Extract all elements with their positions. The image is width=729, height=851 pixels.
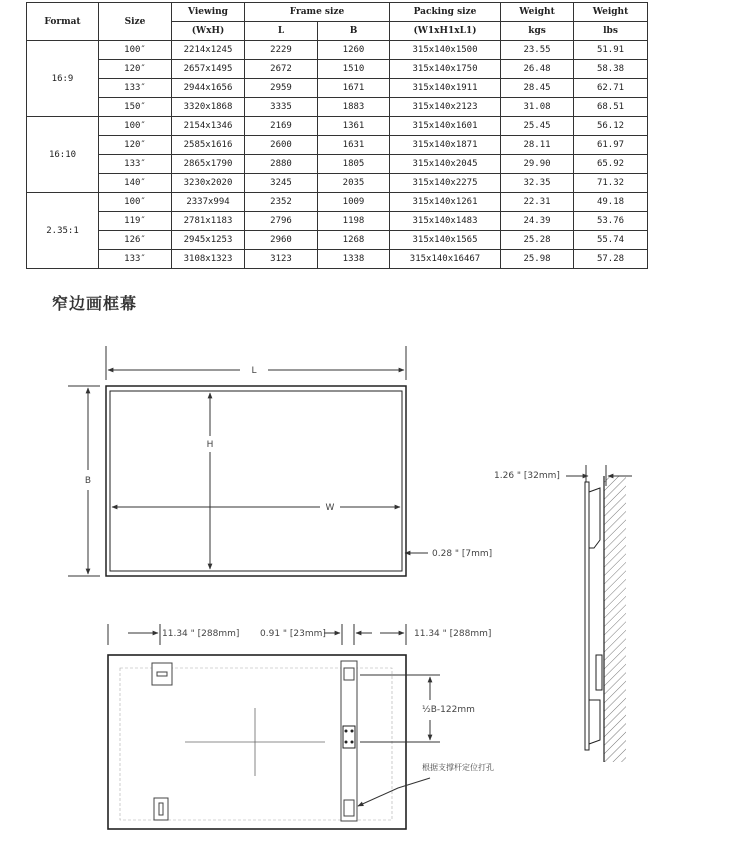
label-w: W — [325, 503, 335, 513]
cell-packing: 315x140x16467 — [390, 250, 501, 269]
side-view — [494, 465, 632, 762]
cell-viewing: 3108x1323 — [172, 250, 245, 269]
cell-l: 3335 — [245, 98, 318, 117]
label-b: B — [84, 476, 92, 486]
bottom-left-bracket — [154, 798, 168, 820]
cell-lbs: 61.97 — [574, 136, 648, 155]
cell-lbs: 56.12 — [574, 117, 648, 136]
cell-packing: 315x140x1911 — [390, 79, 501, 98]
cell-viewing: 2154x1346 — [172, 117, 245, 136]
cell-kgs: 28.45 — [501, 79, 574, 98]
cell-b: 1338 — [318, 250, 390, 269]
cell-lbs: 71.32 — [574, 174, 648, 193]
cell-l: 2352 — [245, 193, 318, 212]
cell-lbs: 49.18 — [574, 193, 648, 212]
cell-packing: 315x140x1483 — [390, 212, 501, 231]
cell-b: 1268 — [318, 231, 390, 250]
cell-kgs: 25.98 — [501, 250, 574, 269]
cell-viewing: 2585x1616 — [172, 136, 245, 155]
header-weight-lb-sub: lbs — [574, 22, 648, 41]
cell-size: 133″ — [99, 155, 172, 174]
cell-packing: 315x140x1750 — [390, 60, 501, 79]
label-half-b: ½B-122mm — [422, 705, 475, 715]
header-viewing: Viewing — [172, 3, 245, 22]
label-note: 根据支撑杆定位打孔 — [422, 763, 494, 772]
cell-b: 2035 — [318, 174, 390, 193]
cell-l: 2672 — [245, 60, 318, 79]
cell-lbs: 57.28 — [574, 250, 648, 269]
cell-viewing: 2214x1245 — [172, 41, 245, 60]
cell-kgs: 22.31 — [501, 193, 574, 212]
cell-b: 1009 — [318, 193, 390, 212]
cell-viewing: 2657x1495 — [172, 60, 245, 79]
cell-lbs: 58.38 — [574, 60, 648, 79]
cell-l: 2796 — [245, 212, 318, 231]
cell-viewing: 2945x1253 — [172, 231, 245, 250]
cell-packing: 315x140x1261 — [390, 193, 501, 212]
wall — [604, 476, 626, 762]
cell-size: 120″ — [99, 60, 172, 79]
cell-b: 1883 — [318, 98, 390, 117]
rod-joint — [343, 726, 355, 748]
cell-l: 3123 — [245, 250, 318, 269]
top-left-bracket — [152, 663, 172, 685]
cell-kgs: 32.35 — [501, 174, 574, 193]
format-cell: 16:9 — [27, 41, 99, 117]
cell-viewing: 3230x2020 — [172, 174, 245, 193]
cell-size: 126″ — [99, 231, 172, 250]
format-cell: 2.35:1 — [27, 193, 99, 269]
cell-viewing: 2944x1656 — [172, 79, 245, 98]
cell-viewing: 2781x1183 — [172, 212, 245, 231]
cell-lbs: 65.92 — [574, 155, 648, 174]
cell-lbs: 68.51 — [574, 98, 648, 117]
label-l: L — [251, 366, 257, 376]
label-h: H — [206, 440, 214, 450]
cell-packing: 315x140x1601 — [390, 117, 501, 136]
label-left-offset: 11.34 " [288mm] — [162, 629, 240, 639]
cell-packing: 315x140x2045 — [390, 155, 501, 174]
header-frame-b: B — [318, 22, 390, 41]
cell-size: 100″ — [99, 41, 172, 60]
label-gap: 0.91 " [23mm] — [260, 629, 326, 639]
cell-l: 2600 — [245, 136, 318, 155]
note-leader — [358, 778, 430, 806]
cell-kgs: 25.28 — [501, 231, 574, 250]
cell-kgs: 31.08 — [501, 98, 574, 117]
cell-kgs: 26.48 — [501, 60, 574, 79]
cell-packing: 315x140x2123 — [390, 98, 501, 117]
cell-l: 2880 — [245, 155, 318, 174]
label-depth: 1.26 " [32mm] — [494, 471, 560, 481]
front-frame-inner — [110, 391, 402, 571]
cell-kgs: 25.45 — [501, 117, 574, 136]
cell-size: 119″ — [99, 212, 172, 231]
header-weight-kg-sub: kgs — [501, 22, 574, 41]
header-packing: Packing size — [390, 3, 501, 22]
label-right-offset: 11.34 " [288mm] — [414, 629, 492, 639]
cell-viewing: 2337x994 — [172, 193, 245, 212]
cell-kgs: 24.39 — [501, 212, 574, 231]
header-packing-sub: (W1xH1xL1) — [390, 22, 501, 41]
cell-kgs: 28.11 — [501, 136, 574, 155]
section-heading: 窄边画框幕 — [52, 294, 138, 313]
upper-bracket — [589, 488, 600, 548]
cell-kgs: 29.90 — [501, 155, 574, 174]
front-frame-outer — [106, 386, 406, 576]
cell-lbs: 53.76 — [574, 212, 648, 231]
lower-bracket — [589, 700, 600, 744]
cell-size: 120″ — [99, 136, 172, 155]
cell-kgs: 23.55 — [501, 41, 574, 60]
label-frame-width: 0.28 " [7mm] — [432, 549, 493, 559]
cell-b: 1260 — [318, 41, 390, 60]
mid-bracket — [596, 655, 602, 690]
cell-size: 150″ — [99, 98, 172, 117]
header-weight-lb: Weight — [574, 3, 648, 22]
cell-packing: 315x140x1500 — [390, 41, 501, 60]
cell-size: 133″ — [99, 79, 172, 98]
cell-b: 1671 — [318, 79, 390, 98]
header-frame-size: Frame size — [245, 3, 390, 22]
cell-size: 100″ — [99, 117, 172, 136]
screen-edge — [585, 482, 589, 750]
header-format: Format — [27, 3, 99, 41]
cell-b: 1361 — [318, 117, 390, 136]
cell-l: 3245 — [245, 174, 318, 193]
cell-l: 2169 — [245, 117, 318, 136]
cell-packing: 315x140x1565 — [390, 231, 501, 250]
cell-l: 2960 — [245, 231, 318, 250]
format-cell: 16:10 — [27, 117, 99, 193]
back-view — [108, 624, 494, 829]
cell-l: 2959 — [245, 79, 318, 98]
cell-size: 133″ — [99, 250, 172, 269]
header-weight-kg: Weight — [501, 3, 574, 22]
cell-b: 1510 — [318, 60, 390, 79]
cell-viewing: 3320x1868 — [172, 98, 245, 117]
cell-size: 140″ — [99, 174, 172, 193]
cell-packing: 315x140x2275 — [390, 174, 501, 193]
cell-b: 1805 — [318, 155, 390, 174]
cell-b: 1631 — [318, 136, 390, 155]
cell-packing: 315x140x1871 — [390, 136, 501, 155]
cell-b: 1198 — [318, 212, 390, 231]
header-viewing-sub: (WxH) — [172, 22, 245, 41]
cell-lbs: 51.91 — [574, 41, 648, 60]
cell-viewing: 2865x1790 — [172, 155, 245, 174]
cell-size: 100″ — [99, 193, 172, 212]
cell-lbs: 55.74 — [574, 231, 648, 250]
cell-l: 2229 — [245, 41, 318, 60]
header-size: Size — [99, 3, 172, 41]
front-view — [68, 346, 492, 576]
cell-lbs: 62.71 — [574, 79, 648, 98]
header-frame-l: L — [245, 22, 318, 41]
